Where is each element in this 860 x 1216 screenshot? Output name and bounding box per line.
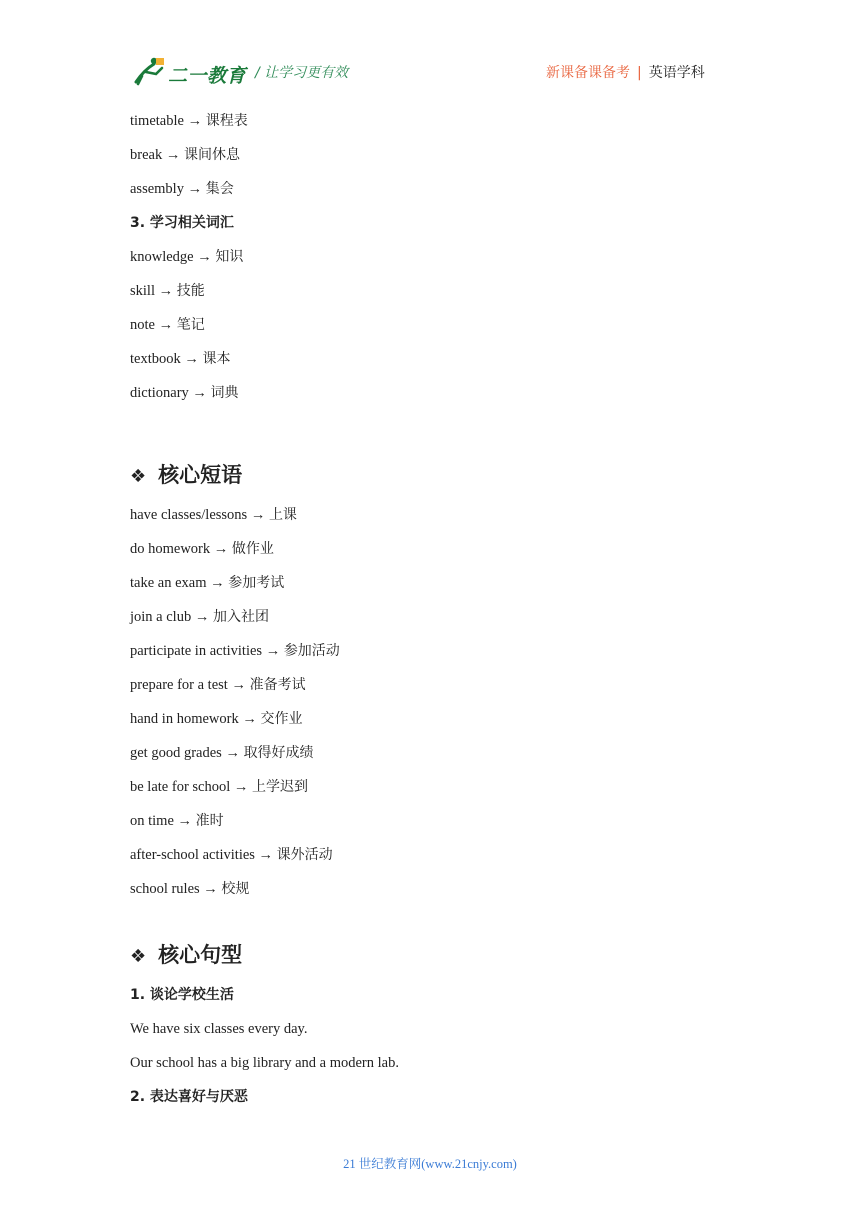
running-figure-logo-icon [132,56,166,86]
section-heading-phrases [130,455,750,503]
arrow: → [158,317,174,333]
phrase-en: have classes/lessons [130,507,248,523]
arrow: → [233,779,249,795]
phrase-zh: 准时 [195,813,224,829]
phrase-item [130,775,750,809]
phrase-item [130,877,750,911]
vocab-item [130,177,750,211]
phrase-item [130,503,750,537]
vocab-en: timetable [130,113,184,129]
arrow: → [250,507,266,523]
phrase-zh: 上课 [268,507,297,523]
arrow: → [184,351,199,367]
phrase-en: hand in homework [130,711,239,727]
phrase-item [130,639,750,673]
arrow: → [187,113,203,129]
phrase-item [130,571,750,605]
vocab-zh: 词典 [210,385,239,401]
vocab-item [130,279,750,313]
vocab-zh: 笔记 [176,317,205,333]
phrase-en: get good grades [130,745,222,761]
vocab-item [130,347,750,381]
phrase-item [130,843,750,877]
tag-course-prep: 新课备课备考 [546,65,630,81]
vocab-item [130,109,750,143]
phrase-zh: 准备考试 [249,677,306,693]
sentence-item: We have six classes every day. [130,1021,308,1037]
vocab-en: note [130,317,155,333]
vocab-en: knowledge [130,249,194,265]
phrase-en: participate in activities [130,643,263,659]
subsection-heading: 1. 谈论学校生活 [130,987,234,1003]
phrase-item [130,741,750,775]
phrase-zh: 参加考试 [228,575,285,591]
subsection-heading: 3. 学习相关词汇 [130,215,234,231]
phrase-en: do homework [130,541,211,557]
phrase-zh: 加入社团 [212,609,269,625]
phrase-zh: 课外活动 [276,847,333,863]
arrow: → [194,609,210,625]
arrow: → [192,385,207,401]
diamond-bullet-icon: ❖ [130,466,147,487]
phrase-en: prepare for a test [130,677,228,693]
arrow: → [231,677,246,693]
sentence-item: Our school has a big library and a modern lab. [130,1055,399,1071]
page-footer: 21 世纪教育网(www.21cnjy.com) [343,1157,517,1171]
vocab-en: skill [130,283,155,299]
arrow: → [203,881,218,897]
phrase-item [130,673,750,707]
logo-text: 二一教育 [168,65,247,87]
phrase-en: on time [130,813,174,829]
vocab-item [130,143,750,177]
arrow: → [225,745,240,761]
vocab-zh: 课本 [202,351,231,367]
arrow: → [197,249,212,265]
phrase-item [130,537,750,571]
vocab-zh: 课程表 [205,113,248,129]
arrow: → [177,813,193,829]
arrow: → [242,711,257,727]
phrase-zh: 做作业 [231,541,274,557]
phrase-zh: 校规 [221,881,250,897]
subsection-heading: 2. 表达喜好与厌恶 [130,1089,248,1105]
section-heading-sentences [130,935,750,983]
phrase-en: after-school activities [130,847,255,863]
logo [132,54,247,90]
vocab-en: textbook [130,351,181,367]
phrase-en: join a club [130,609,192,625]
vocab-zh: 课间休息 [183,147,240,163]
arrow: → [165,147,181,163]
vocab-en: break [130,147,163,163]
slogan: / 让学习更有效 [255,65,349,81]
arrow: → [210,575,225,591]
arrow: → [158,283,174,299]
phrase-zh: 参加活动 [283,643,340,659]
phrase-zh: 上学迟到 [252,779,309,795]
vocab-zh: 集会 [205,181,234,197]
subject-tags [546,62,705,82]
phrase-zh: 交作业 [260,711,303,727]
vocab-item [130,245,750,279]
phrase-item [130,605,750,639]
section-title: 核心句型 [158,943,243,967]
arrow: → [187,181,203,197]
tag-separator: | [637,65,642,81]
arrow: → [213,541,229,557]
arrow: → [265,643,281,659]
page-header [0,0,860,100]
vocab-zh: 技能 [176,283,205,299]
phrase-zh: 取得好成绩 [243,745,314,761]
tag-subject: 英语学科 [648,65,705,81]
vocab-zh: 知识 [215,249,244,265]
vocab-item [130,313,750,347]
vocab-en: dictionary [130,385,189,401]
vocab-en: assembly [130,181,184,197]
phrase-item [130,707,750,741]
phrase-en: school rules [130,881,200,897]
phrase-item [130,809,750,843]
diamond-bullet-icon: ❖ [130,946,147,967]
section-title: 核心短语 [158,463,243,487]
document-body [130,109,750,1119]
phrase-en: take an exam [130,575,207,591]
arrow: → [258,847,274,863]
vocab-item [130,381,750,415]
phrase-en: be late for school [130,779,231,795]
